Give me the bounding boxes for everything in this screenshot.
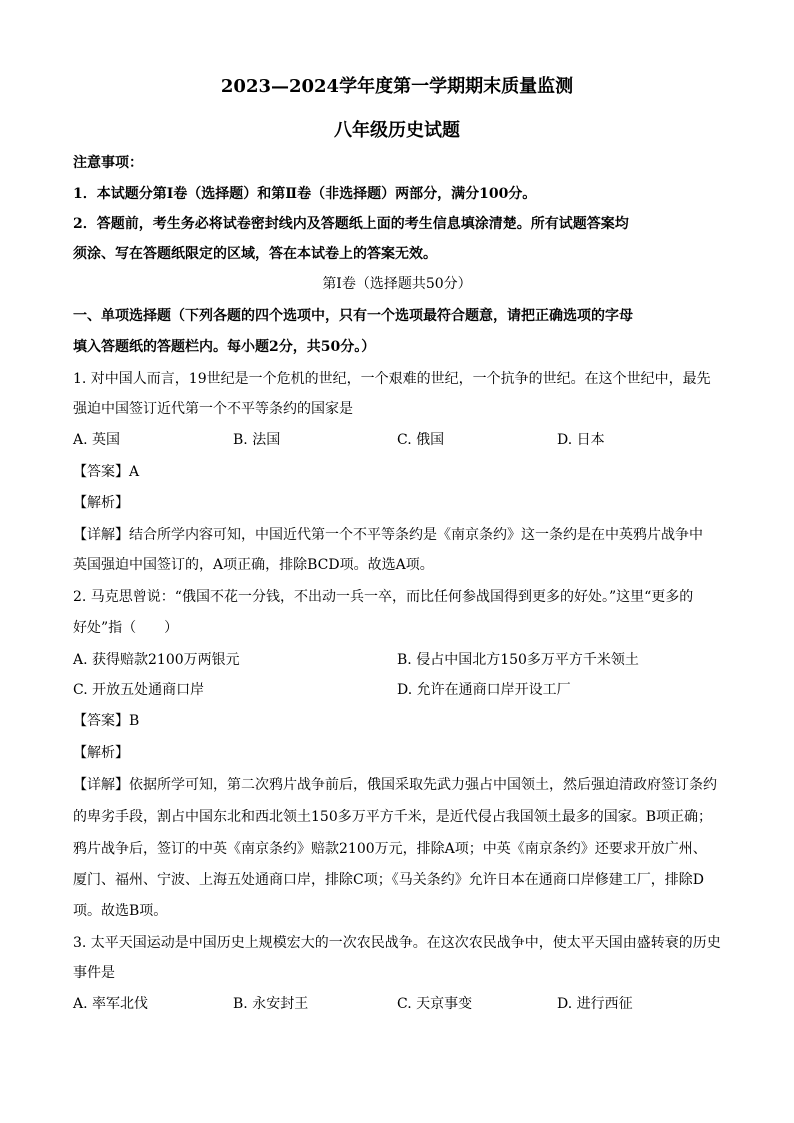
- q3-stem-line-1: 3. 太平天国运动是中国历史上规模宏大的一次农民战争。在这次农民战争中，使太平天国由盛转衰的历史: [73, 935, 721, 951]
- q1-option-d: D. 日本: [557, 432, 605, 448]
- q2-detail-line-5: 项。故选B项。: [73, 903, 168, 919]
- q1-detail-line-2: 英国强迫中国签订的，A项正确，排除BCD项。故选A项。: [73, 557, 434, 573]
- q1-stem-line-2: 强迫中国签订近代第一个不平等条约的国家是: [73, 401, 353, 417]
- section-instructions-line-1: 一、单项选择题（下列各题的四个选项中，只有一个选项最符合题意，请把正确选项的字母: [73, 308, 633, 324]
- q2-detail-line-1: 【详解】依据所学可知，第二次鸦片战争前后，俄国采取先武力强占中国领土，然后强迫清政府签订条约: [73, 777, 717, 793]
- q1-stem-line-1: 1. 对中国人而言，19世纪是一个危机的世纪，一个艰难的世纪，一个抗争的世纪。在这个世纪中，最先: [73, 371, 711, 387]
- notice-heading: 注意事项：: [73, 155, 143, 171]
- q2-detail-line-2: 的卑劣手段，割占中国东北和西北领土150多万平方千米，是近代侵占我国领土最多的国家。B项正确；: [73, 809, 713, 825]
- notice-item-1: 1．本试题分第Ⅰ卷（选择题）和第Ⅱ卷（非选择题）两部分，满分100分。: [73, 186, 537, 202]
- section-instructions-line-2: 填入答题纸的答题栏内。每小题2分，共50分。）: [73, 339, 376, 355]
- q1-option-a: A. 英国: [73, 432, 121, 448]
- q3-option-c: C. 天京事变: [397, 996, 473, 1012]
- q2-answer: 【答案】B: [73, 713, 140, 729]
- exam-title: 2023—2024学年度第一学期期末质量监测: [220, 76, 574, 97]
- q3-stem-line-2: 事件是: [73, 965, 115, 981]
- notice-item-2-line-2: 须涂、写在答题纸限定的区域，答在本试卷上的答案无效。: [73, 246, 437, 262]
- q2-option-b: B. 侵占中国北方150多万平方千米领土: [397, 652, 639, 668]
- q3-option-a: A. 率军北伐: [73, 996, 149, 1012]
- q2-detail-line-3: 鸦片战争后，签订的中英《南京条约》赔款2100万元，排除A项；中英《南京条约》还要求开放广州、: [73, 841, 707, 857]
- q2-stem-line-1: 2. 马克思曾说：“俄国不花一分钱，不出动一兵一卒，而比任何参战国得到更多的好处。”这里“更多的: [73, 589, 694, 605]
- q2-option-a: A. 获得赔款2100万两银元: [73, 652, 240, 668]
- notice-item-2-line-1: 2．答题前，考生务必将试卷密封线内及答题纸上面的考生信息填涂清楚。所有试题答案均: [73, 216, 629, 232]
- q1-option-b: B. 法国: [233, 432, 281, 448]
- q2-stem-line-2: 好处”指（ ）: [73, 620, 179, 636]
- exam-subtitle: 八年级历史试题: [334, 120, 460, 141]
- q1-detail-line-1: 【详解】结合所学内容可知，中国近代第一个不平等条约是《南京条约》这一条约是在中英鸦片战争中: [73, 527, 703, 543]
- q3-option-b: B. 永安封王: [233, 996, 309, 1012]
- q2-detail-line-4: 厦门、福州、宁波、上海五处通商口岸，排除C项；《马关条约》允许日本在通商口岸修建工厂，排除D: [73, 872, 704, 888]
- q2-option-c: C. 开放五处通商口岸: [73, 682, 205, 698]
- q2-analysis-label: 【解析】: [73, 745, 129, 761]
- q3-option-d: D. 进行西征: [557, 996, 633, 1012]
- q1-option-c: C. 俄国: [397, 432, 445, 448]
- q1-analysis-label: 【解析】: [73, 495, 129, 511]
- q2-option-d: D. 允许在通商口岸开设工厂: [397, 682, 571, 698]
- q1-answer: 【答案】A: [73, 464, 140, 480]
- section-title: 第Ⅰ卷（选择题共50分）: [322, 276, 472, 292]
